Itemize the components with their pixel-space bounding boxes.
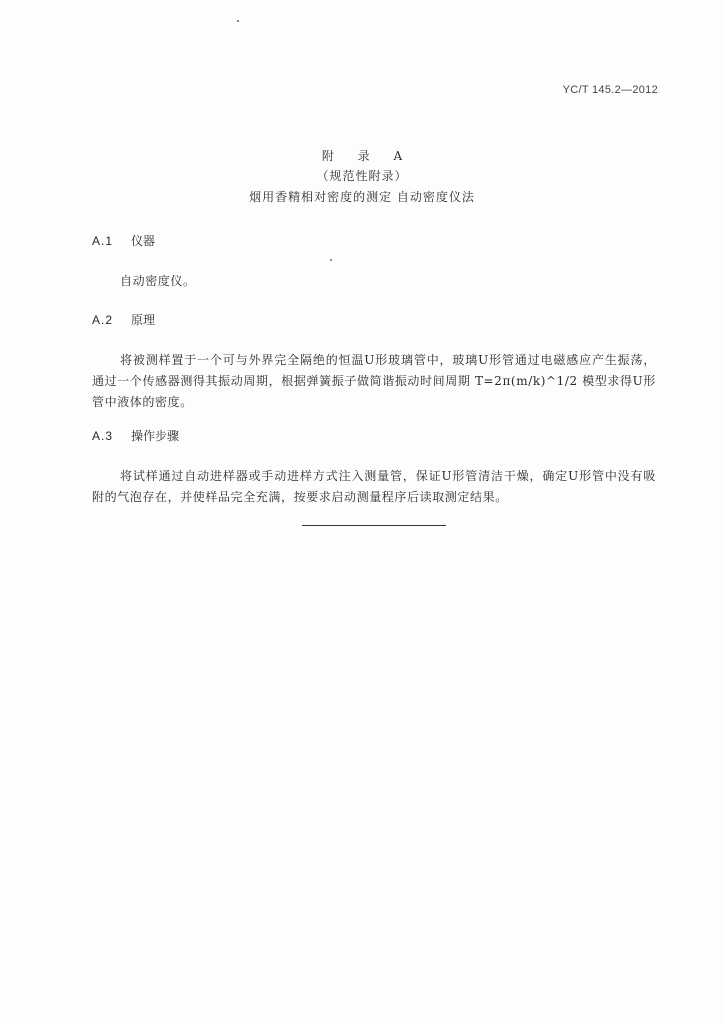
- section-heading: [92, 233, 656, 249]
- scan-speck: [237, 20, 239, 22]
- standard-number: YC/T 145.2—2012: [562, 84, 658, 96]
- section-title: 仪器: [131, 234, 156, 248]
- appendix-title: 附 录 A: [321, 149, 413, 163]
- section-heading: [92, 428, 656, 444]
- section-number: A.3: [92, 429, 114, 443]
- section-title: 原理: [131, 313, 156, 327]
- section-procedure: [92, 428, 656, 508]
- end-rule: [302, 525, 446, 526]
- section-body: 将被测样置于一个可与外界完全隔绝的恒温U形玻璃管中，玻璃U形管通过电磁感应产生振荡，通过一个传感器测得其振动周期，根据弹簧振子做简谐振动时间周期 T=2π(m/k)^1/2 模型求得U形管中液体的密度。: [92, 353, 656, 409]
- section-body: 将试样通过自动进样器或手动进样方式注入测量管，保证U形管清洁干燥，确定U形管中没有吸附的气泡存在，并使样品完全充满，按要求启动测量程序后读取测定结果。: [92, 469, 656, 504]
- section-body: 自动密度仪。: [120, 274, 196, 288]
- section-number: A.2: [92, 313, 114, 327]
- section-principle: [92, 312, 656, 413]
- appendix-header: [0, 146, 724, 208]
- appendix-type: （规范性附录）: [316, 169, 408, 183]
- section-title: 操作步骤: [131, 429, 180, 443]
- section-heading: [92, 312, 656, 328]
- section-number: A.1: [92, 234, 114, 248]
- section-instrument: [92, 233, 656, 292]
- appendix-subject: 烟用香精相对密度的测定 自动密度仪法: [249, 190, 475, 204]
